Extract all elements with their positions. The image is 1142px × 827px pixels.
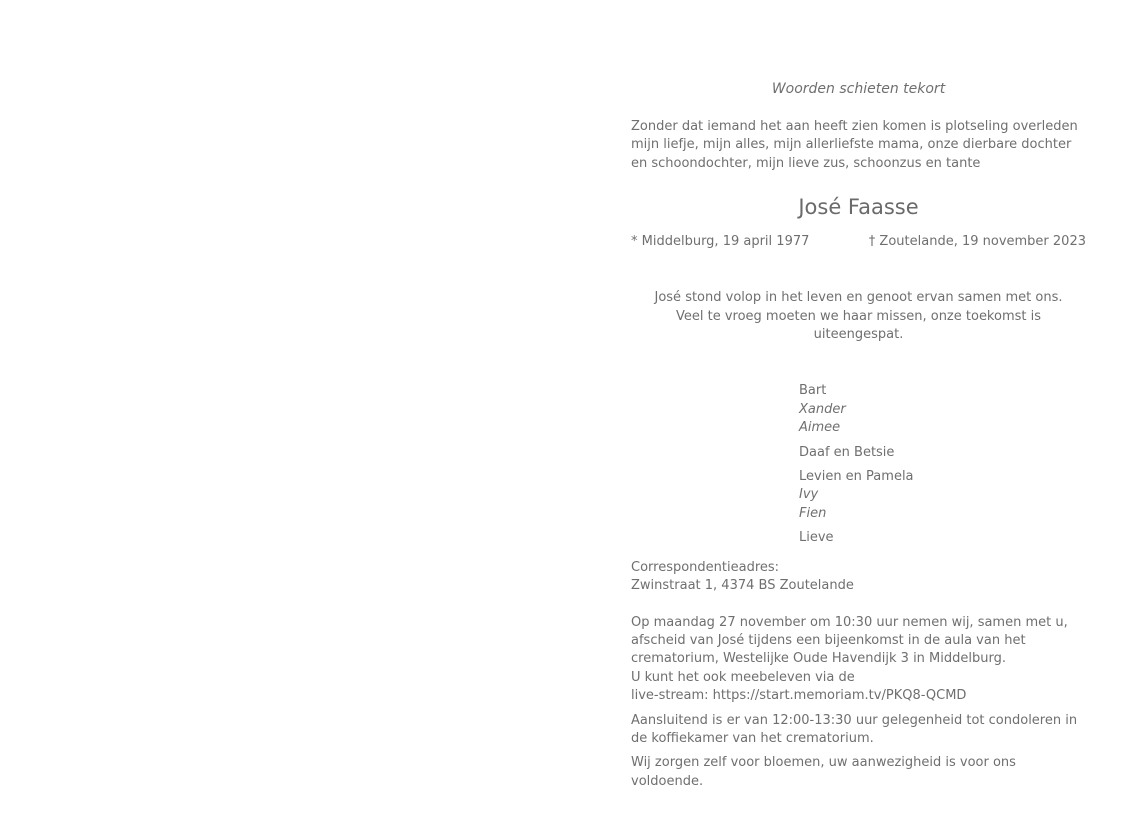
family-group	[799, 468, 1086, 523]
family-member: Levien en Pamela	[799, 469, 914, 485]
funeral-line: U kunt het ook meebeleven via de	[631, 669, 855, 685]
flowers-note: Wij zorgen zelf voor bloemen, uw aanwezigheid is voor ons voldoende.	[631, 755, 1016, 789]
funeral-line: afscheid van José tijdens een bijeenkomst in de aula van het	[631, 632, 1026, 648]
livestream-line: live-stream: https://start.memoriam.tv/PKQ8-QCMD	[631, 688, 967, 704]
correspondence-address: Zwinstraat 1, 4374 BS Zoutelande	[631, 578, 854, 594]
family-group	[799, 529, 1086, 547]
family-member: Bart	[799, 383, 827, 399]
family-group	[799, 382, 1086, 437]
deceased-name: José Faasse	[798, 195, 919, 220]
family-list	[799, 382, 1086, 547]
family-child: Xander	[799, 401, 846, 417]
intro-text: Zonder dat iemand het aan heeft zien komen is plotseling overleden mijn liefje, mijn alles, mijn allerliefste mama, onze dierbare dochter en schoondochter, mijn lieve zus, schoonzus en tante	[631, 119, 1078, 171]
funeral-line: Op maandag 27 november om 10:30 uur nemen wij, samen met u,	[631, 614, 1068, 630]
quote	[631, 289, 1086, 344]
card-right-column	[631, 78, 1086, 791]
birth-date: * Middelburg, 19 april 1977	[631, 234, 810, 250]
correspondence-label: Correspondentieadres:	[631, 559, 780, 575]
family-child: Aimee	[799, 420, 841, 436]
life-dates	[631, 233, 1086, 251]
death-date: † Zoutelande, 19 november 2023	[868, 234, 1086, 250]
family-member: Daaf en Betsie	[799, 444, 895, 460]
condolence-info: Aansluitend is er van 12:00-13:30 uur gelegenheid tot condoleren in de koffiekamer van het crematorium.	[631, 712, 1078, 746]
funeral-line: crematorium, Westelijke Oude Havendijk 3 in Middelburg.	[631, 651, 1006, 667]
motto: Woorden schieten tekort	[771, 81, 946, 97]
family-member: Lieve	[799, 530, 834, 546]
quote-line: José stond volop in het leven en genoot ervan samen met ons.	[654, 290, 1063, 306]
quote-line: Veel te vroeg moeten we haar missen, onze toekomst is uiteengespat.	[675, 308, 1042, 343]
family-child: Fien	[799, 505, 827, 521]
correspondence	[631, 559, 1086, 596]
family-child: Ivy	[799, 487, 819, 503]
family-group	[799, 444, 1086, 462]
funeral-info	[631, 614, 1086, 706]
